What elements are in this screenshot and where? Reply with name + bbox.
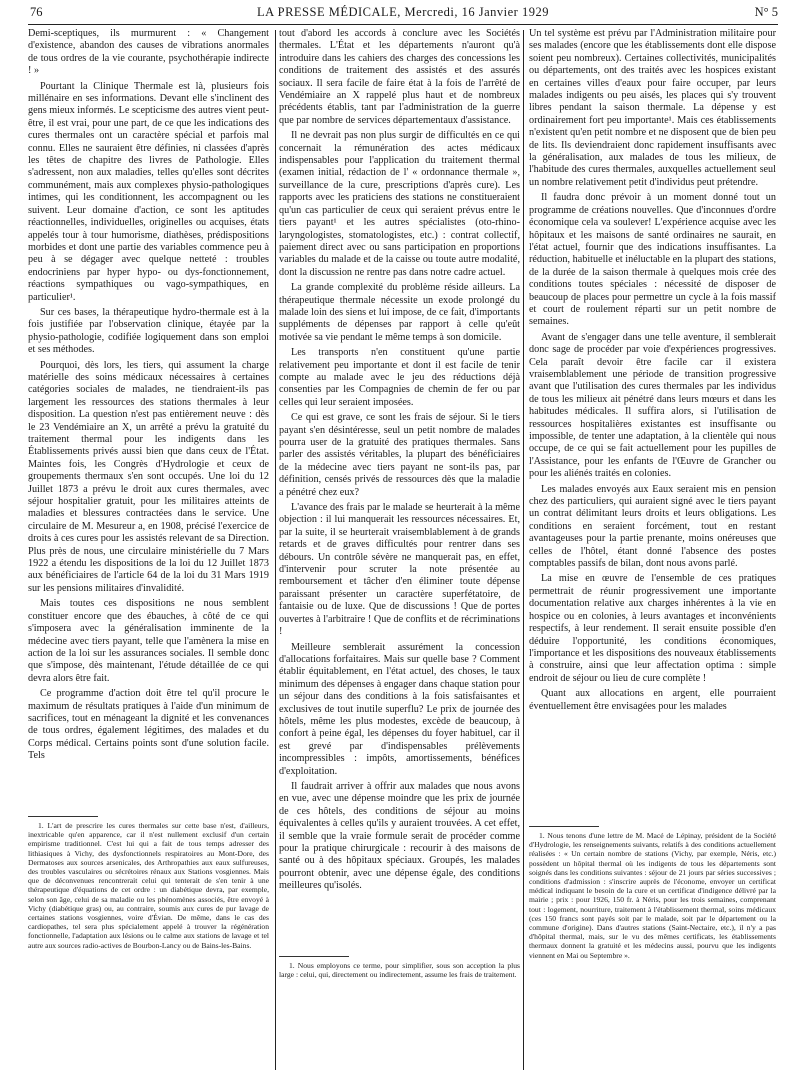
paragraph: Ce qui est grave, ce sont les frais de séjour. Si le tiers payant s'en désintéresse, seul un petit nombre de malades pourra user de la gratuité des pratiques thermales. Sans parler des assistés véritables, la plupart des bénéficiaires de la médecine avec tiers payant ne sont-ils pas, par définition, censés privés de ressources dès que la maladie a pénétré chez eux? (279, 412, 520, 498)
paragraph: Sur ces bases, la thérapeutique hydro-thermale est à la fois justifiée par l'observation clinique, étayée par la physio-pathologie, codifiée logiquement dans son emploi et ses méthodes. (28, 306, 269, 356)
footnote: 1. Nous tenons d'une lettre de M. Macé de Lépinay, président de la Société d'Hydrologie, les renseignements suivants, relatifs à des conditions actuellement réalisées : « Un certain nombre de stations (Vichy, par exemple, Néris, etc.) possèdent un hôpital thermal où les indigents de tous les départements sont soignés dans les conditions suivantes : séjour de 21 jours par séries successives ; conditions d'admission : s'inscrire auprès de l'économe, envoyer un certificat médical indiquant le besoin de la cure et un certificat d'indigence délivré par la mairie ; prix : pour 1926, 150 fr. à Néris, pour les trois semaines, comprenant tout : logement, nourriture, traitement à l'établissement thermal, soins médicaux (ces 150 francs sont payés soit par le malade, soit par le département ou la commune d'origine). Dans d'autres stations (Saint-Nectaire, etc.), il n'y a pas d'hôpital thermal, mais, sur le vu des mêmes certificats, les établissements thermaux donnent la gratuité et les médecins aussi, pourvu que les indigents viennent en Mai ou Septembre ». (529, 831, 776, 960)
paragraph: L'avance des frais par le malade se heurterait à la même objection : il lui manquerait les ressources nécessaires. Et, par la suite, il se heurterait vraisemblablement à de grands retards et de graves difficultés pour rentrer dans ses débours. Un contrôle sévère ne manquerait pas, en effet, d'intervenir pour scruter la note présentée au remboursement et tâcher d'en éliminer toute dépense paraissant présenter un caractère superfétatoire, de fantaisie ou de luxe. Que de discussions ! Que de portes ouvertes à l'arbitraire ! Que de conflits et de récriminations ! (279, 502, 520, 638)
footnote-rule (529, 826, 599, 827)
paragraph: Avant de s'engager dans une telle aventure, il semblerait donc sage de procéder par voie d'expériences progressives. Cela paraît devoir être facile car il existera vraisemblablement une période de transition progressive avant que l'utilisation des cures thermales par les individus de tous les milieux ait pénétré dans leurs mœurs et dans les habitudes médicales. Il suffira alors, si l'utilisation de ressources hospitalières existantes est insuffisante ou impossible, de tenter une adaptation, à la clientèle qui nous occupe, de ce qui se fait actuellement pour les pupilles de l'Assistance, pour les enfants de l'Œuvre de Grancher ou pour les aliénés traités en colonies. (529, 331, 776, 480)
paragraph: Pourquoi, dès lors, les tiers, qui assument la charge matérielle des soins médicaux nécessaires à certaines catégories sociales de malades, ne tiendraient-ils pas largement les ressources des stations thermales à leur disposition. La question n'est pas entièrement neuve : dès le 23 Vendémiaire an X, un arrêté a prévu la gratuité du traitement thermal pour les indigents dans les Établissements privés aussi bien que dans ceux de l'État. Maintes fois, les Congrès d'Hydrologie et ceux de groupements thermaux s'en sont occupés. Une loi du 12 Juillet 1873 a prévu le droit aux cures thermales, avec séjour hospitalier gratuit, pour les militaires atteints de maladies et blessures contractées dans le service. Une circulaire de M. Mesureur a, en 1908, précisé l'exercice de droits à ces cures pour les assistés relevant de sa Direction. Plus près de nous, une circulaire ministérielle du 7 Mars 1922 a étendu les dispositions de la loi du 12 Juillet 1873 aux bénéficiaires de l'article 64 de la loi du 31 Mars 1919 sur les pensions militaires d'invalidité. (28, 359, 269, 594)
column-3 (529, 28, 776, 1073)
paragraph: Demi-sceptiques, ils murmurent : « Changement d'existence, abandon des causes de vibrations anormales de tous ordres de la vie courante, psychothérapie indirecte ! » (28, 28, 269, 77)
column-3-body (529, 28, 776, 820)
paragraph: Un tel système est prévu par l'Administration militaire pour ses malades (encore que les établissements dont elle dispose soient peu nombreux). Certaines collectivités, municipalités ou départements, ont des traités avec les hospices existant en certaines villes d'eaux pour faire occuper, par leurs malades indigents ou peu aisés, les places qui s'y trouvent libres pendant la saison thermale. La dépense y est ordinairement fort peu importante¹. Mais ces établissements n'existent qu'en petit nombre et ne disposent que de bien peu de lits. Ils deviendraient donc rapidement insuffisants avec la généralisation, aux malades de tous les milieux, de l'habitude des cures thermales, auxquelles actuellement seul un nombre relativement petit d'individus peut prétendre. (529, 28, 776, 188)
column-1 (28, 28, 269, 1073)
issue-number: N° 5 (754, 5, 778, 19)
paragraph: La mise en œuvre de l'ensemble de ces pratiques permettrait de réunir progressivement une importante documentation relative aux charges inhérentes à la vie en hospice ou en colonies, à leurs avantages et inconvénients respectifs, à leur rendement. Il serait ensuite possible d'en déduire l'opportunité, les conditions économiques, l'importance et les dispositions des nouveaux établissements à construire, ainsi que leur affectation optima : simple endroit de séjour ou lieu de cure complète ! (529, 573, 776, 684)
column-2 (279, 28, 520, 1073)
paragraph: Les transports n'en constituent qu'une partie relativement peu importante et dont il est facile de tenir compte au malade avec le jeu des réductions déjà consenties par les Compagnies de chemin de fer ou par celles qui leur seraient imposées. (279, 347, 520, 408)
paragraph: Ce programme d'action doit être tel qu'il procure le maximum de résultats pratiques à l'aide d'un minimum de sacrifices, tout en ménageant la dignité et les convenances de tous ordres, également légitimes, des malades et du Corps médical. Certains points sont d'une solution facile. Tels (28, 688, 269, 762)
footnote-rule (279, 956, 349, 957)
footnote: 1. L'art de prescrire les cures thermales sur cette base n'est, d'ailleurs, inextricable qu'en apparence, car il n'est nullement exclusif d'un certain empirisme traditionnel. C'est lui qui a fait de tous temps adresser des lithiasiques à Vichy, des dysfonctionnels respiratoires au Mont-Dore, des Dermatoses aux sources arsenicales, des Arthropathies aux eaux sulfureuses, des troubles vasculaires ou sécrétoires rénaux aux Stations vosgiennes. Mais que de déconvenues rencontrerait celui qui tenterait de s'en tenir à une thérapeutique d'équations de cet ordre : un diabétique devra, par exemple, selon son âge, celui de sa maladie ou les phénomènes associés, être envoyé à Vichy (diabétique gras) ou, au contraire, soumis aux cures de pur lavage de certaines stations vosgiennes, voire d'Évian. De même, dans le cas des cardiopathes, tel sera plus spécialement appelé à trouver la régénération fonctionnelle, l'adaptation aux lésions ou le calme aux stations de lavage et tel autre aux sources radio-actives de Bourbon-Lancy ou de Bains-les-Bains. (28, 821, 269, 950)
column-divider-1 (275, 30, 276, 1070)
footnote-rule (28, 816, 98, 817)
column-1-footnotes (28, 821, 269, 1066)
column-divider-2 (523, 30, 524, 1070)
paragraph: tout d'abord les accords à conclure avec les Sociétés thermales. L'État et les départements n'auront qu'à introduire dans les cahiers des charges des concessions les conditions de traitement des assistés et des assurés sociaux. Il sera facile de faire état à la fois de l'arrêté de Vendémiaire an X rappelé plus haut et de nombreux précédents établis, tant par l'administration de la guerre que par nombre de services départementaux d'assistance. (279, 28, 520, 126)
paragraph: Meilleure semblerait assurément la concession d'allocations forfaitaires. Mais sur quelle base ? Comment établir équitablement, en l'état actuel, des choses, le taux minimum des dépenses à engager dans chaque station pour un séjour dans des conditions à la fois satisfaisantes et exclusives de tout inutile superflu? Le prix de journée des hôtels, même les plus modestes, excède de beaucoup, à confort à peine égal, les dépenses du foyer habituel, car il est grevé par d'indispensables prélèvements incompressibles : impôts, amortissements, bénéfices d'exploitation. (279, 641, 520, 777)
journal-title: LA PRESSE MÉDICALE, Mercredi, 16 Janvier 1929 (257, 5, 549, 19)
column-2-footnotes (279, 961, 520, 1021)
paragraph: La grande complexité du problème réside ailleurs. La thérapeutique thermale nécessite un exode prolongé du malade loin des siens et lui impose, de ce fait, d'importants suppléments de dépenses par rapport à celle qu'eût motivée sa vie pendant le même temps à son domicile. (279, 282, 520, 343)
paragraph: Les malades envoyés aux Eaux seraient mis en pension chez des particuliers, qui auraient signé avec le tiers payant un contrat délimitant leurs droits et leurs obligations. Les conditions en seraient forcément, tout en restant avantageuses pour la partie prenante, moins onéreuses que celles de l'hôtel, étant donné l'absence des postes comptables passifs de bilan, dont nous avons parlé. (529, 483, 776, 570)
header-rule (28, 24, 778, 25)
paragraph: Pourtant la Clinique Thermale est là, plusieurs fois millénaire en ses informations. Devant elle s'inclinent des gens mieux informés. Le scepticisme des autres vient peut-être, il est vrai, pour une part, de ce que les indications des cures thermales ont un caractère spécial et parfois mal connu. Elles ne sauraient être définies, ni classées d'après les têtes de chapitre des livres de Pathologie. Elles s'adressent, non aux maladies, telles qu'elles sont décrites communément, mais aux complexes physio-pathologiques intimes, qui les conditionnent, les accompagnent ou les suivent. Leur domaine d'action, ce sont les aptitudes réactionnelles, individuelles, originelles ou acquises, états appelés tour à tour humorisme, diathèses, prédispositions morbides et dont une partie des variables commence peu à peu à se dégager avec quelque netteté : troubles endocriniens par hyper hypo- ou dys-fonctionnement, réactions sympathiques ou vago-sympathiques, en particulier¹. (28, 80, 269, 303)
footnote: 1. Nous employons ce terme, pour simplifier, sous son acception la plus large : celui, qui, directement ou indirectement, assume les frais de traitement. (279, 961, 520, 980)
page-header (28, 5, 778, 25)
column-2-body (279, 28, 520, 950)
paragraph: Quant aux allocations en argent, elle pourraient éventuellement être envisagées pour les malades (529, 688, 776, 712)
column-1-body (28, 28, 269, 810)
page-number: 76 (30, 5, 43, 19)
paragraph: Mais toutes ces dispositions ne nous semblent constituer encore que des ébauches, à côté de ce qui s'imposera avec la généralisation imminente de la médecine avec tiers payant, telle que l'amènera la mise en action de la loi sur les assurances sociales. Il semble donc que s'impose, dès maintenant, l'étude détaillée de ce qui devra alors être fait. (28, 598, 269, 684)
column-3-footnotes (529, 831, 776, 1066)
paragraph: Il ne devrait pas non plus surgir de difficultés en ce qui concernait la rémunération des actes médicaux indispensables pour l'application du traitement thermal (examen initial, rédaction de l' « ordonnance thermale », surveillance de la cure, prescriptions d'après cure). Les rapports avec les praticiens des stations ne constitueraient qu'un cas particulier de ceux qui seraient prévus entre le tiers payant¹ et les autres spécialistes (oto-rhino-laryngologistes, stomatologistes, etc.) : contrat collectif, paiement direct avec ou sans participation en proportions variables du malade et de la caisse ou toute autre modalité, dont la discussion ne rentre pas dans notre cadre actuel. (279, 130, 520, 278)
paragraph: Il faudra donc prévoir à un moment donné tout un programme de créations nouvelles. Que d'inconnues d'ordre économique cela va soulever! L'expérience acquise avec les hôpitaux et les maisons de santé ordinaires ne saurait, en l'état actuel, fournir que des indications insuffisantes. La réduction, habituelle et inéluctable en la plupart des stations, de la durée de la saison thermale à quelques mois crée des conditions toutes spéciales : nécessité de disposer de beaucoup de places pour permettre un cycle à la fois massif et court de roulement réparti sur un petit nombre de semaines. (529, 192, 776, 328)
paragraph: Il faudrait arriver à offrir aux malades que nous avons en vue, avec une dépense moindre que les prix de journée de ces hôtels, des conditions de séjour au moins équivalentes à celles qu'ils y auraient trouvées. A cet effet, il semble que la vraie formule serait de procéder comme pour la pratique chirurgicale : recourir à des maisons de santé ou à des hôpitaux spéciaux. Groupés, les malades pourront obtenir, avec une dépense égale, des conditions meilleures qu'isolés. (279, 780, 520, 892)
